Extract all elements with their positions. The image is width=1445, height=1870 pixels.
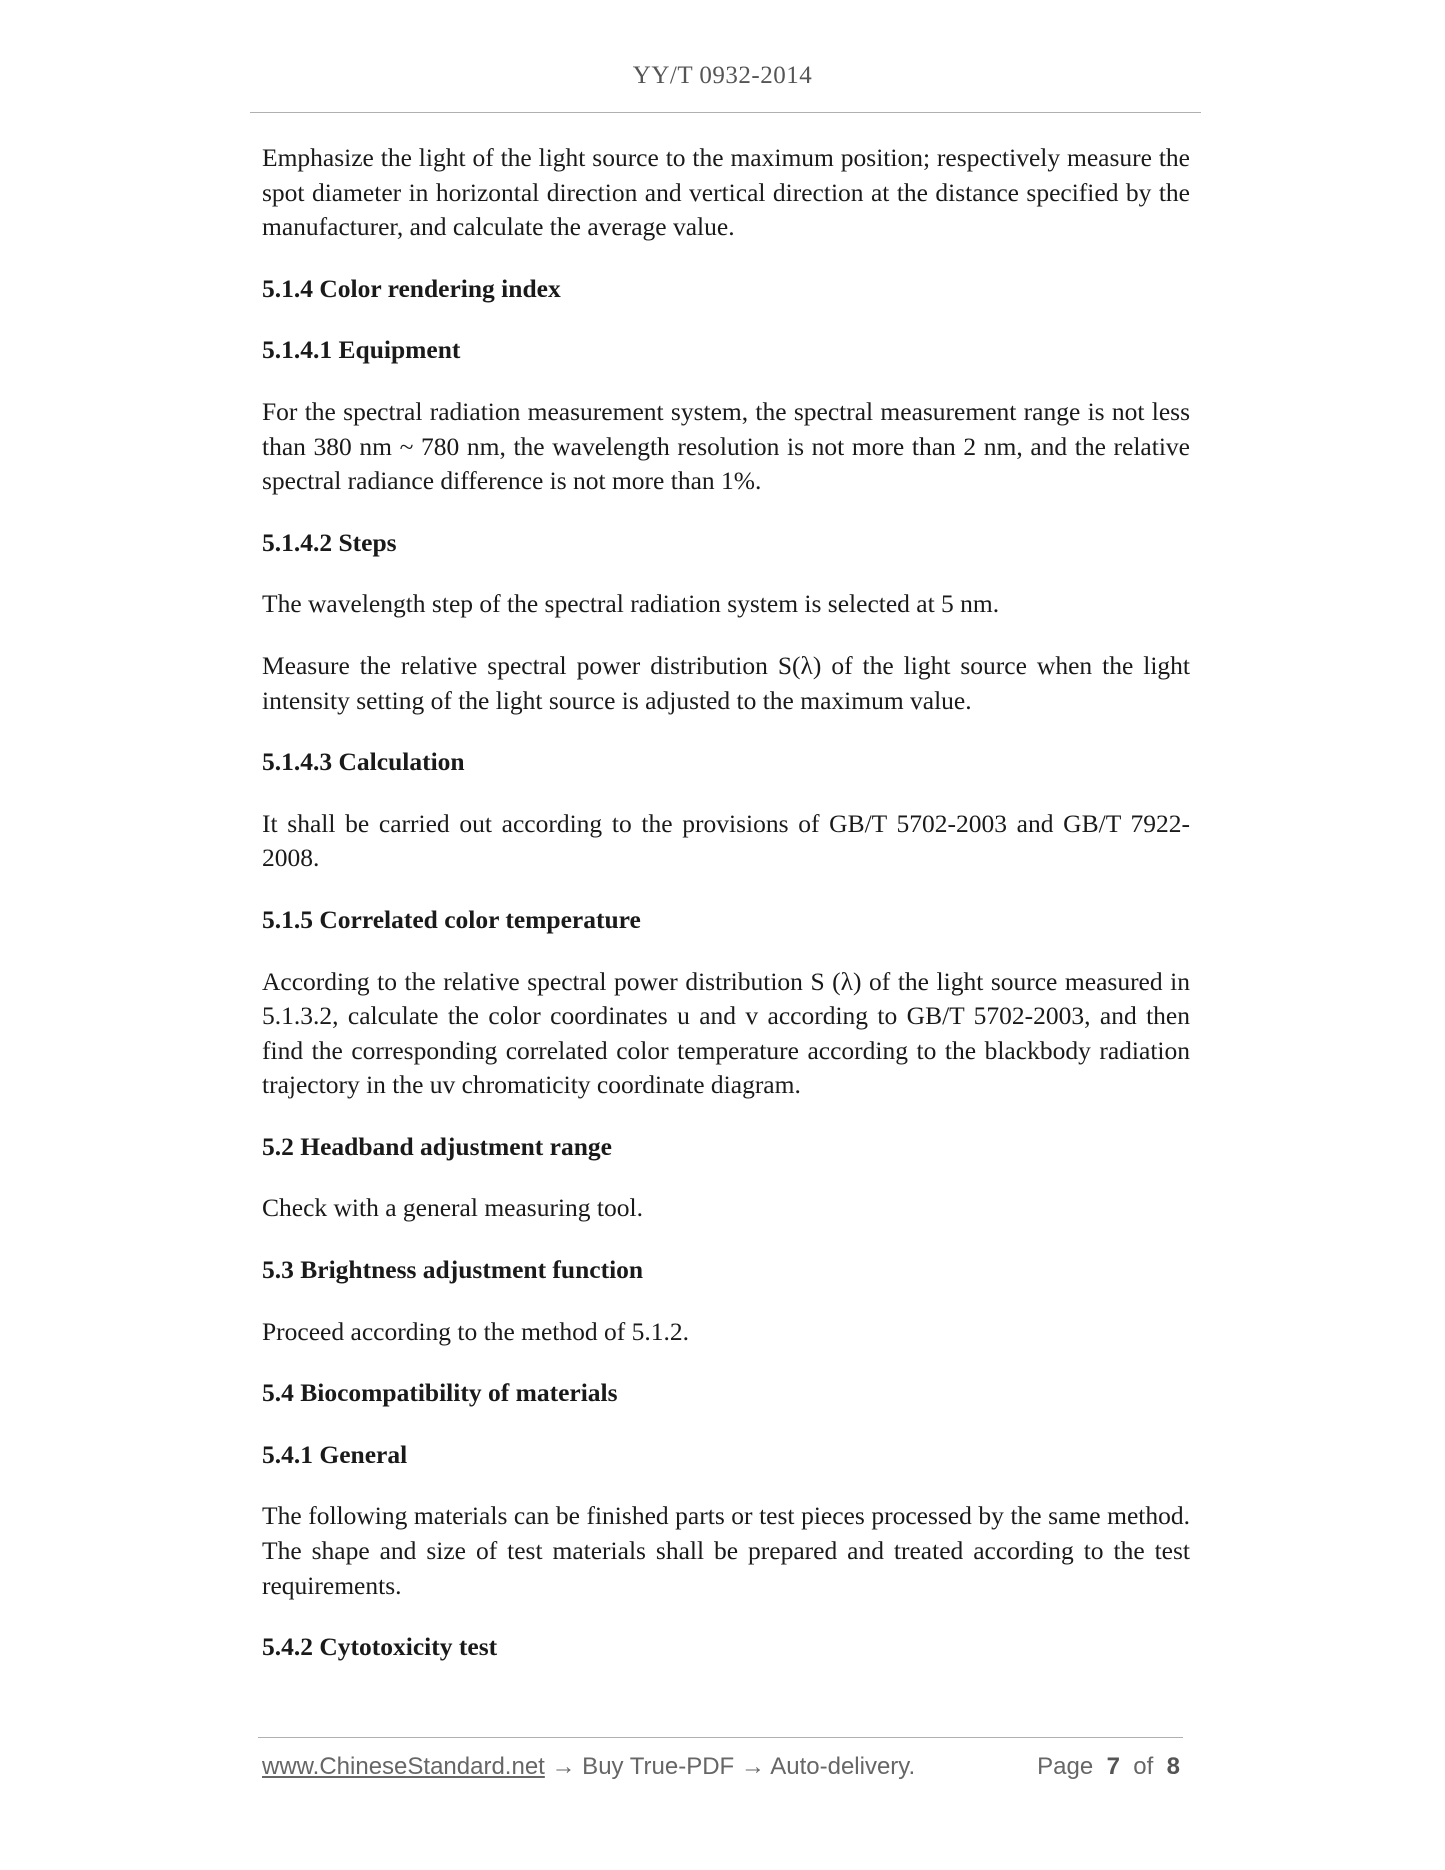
page-current: 7 [1106,1753,1120,1780]
paragraph-equipment: For the spectral radiation measurement system, the spectral measurement range is not less than 380 nm ~ 780 nm, the wavelength resolution is not more than 2 nm, and the relative spectral radiance difference is not more than 1%. [262,396,1190,496]
paragraph-materials: The following materials can be finished parts or test pieces processed by the same method. The shape and size of test materials shall be prepared and treated according to the test requirements. [262,1501,1190,1600]
paragraph-headband: Check with a general measuring tool. [262,1193,643,1223]
paragraph-color-temperature: According to the relative spectral power distribution S (λ) of the light source measured in 5.1.3.2, calculate the color coordinates u and v according to GB/T 5702-2003, and then find the corresponding correlated color temperature according to the blackbody radiation trajectory in the uv chromaticity coordinate diagram. [262,966,1190,1100]
heading-5-4-1: 5.4.1 General [262,1439,408,1469]
heading-5-1-4: 5.1.4 Color rendering index [262,273,561,303]
footer-divider [258,1737,1183,1738]
page-indicator [1037,1753,1180,1781]
page-word: Page [1037,1753,1094,1780]
paragraph-calculation: It shall be carried out according to the provisions of GB/T 5702-2003 and GB/T 7922-2008. [262,808,1190,873]
document-header-title: YY/T 0932-2014 [632,62,813,89]
document-body [262,141,1190,1692]
heading-5-1-4-1: 5.1.4.1 Equipment [262,335,461,365]
heading-5-1-4-3: 5.1.4.3 Calculation [262,747,465,777]
paragraph-spot-diameter: Emphasize the light of the light source to the maximum position; respectively measure the spot diameter in horizontal direction and vertical direction at the distance specified by the manufacturer, and calculate the average value. [262,143,1190,242]
paragraph-spectral-power: Measure the relative spectral power distribution S(λ) of the light source when the light intensity setting of the light source is adjusted to the maximum value. [262,650,1190,715]
header-divider [250,112,1201,113]
paragraph-wavelength-step: The wavelength step of the spectral radiation system is selected at 5 nm. [262,589,1000,619]
heading-5-4-2: 5.4.2 Cytotoxicity test [262,1632,498,1662]
paragraph-brightness: Proceed according to the method of 5.1.2. [262,1316,690,1346]
heading-5-1-5: 5.1.5 Correlated color temperature [262,904,641,934]
heading-5-3: 5.3 Brightness adjustment function [262,1255,644,1285]
page-footer [262,1753,1182,1789]
page-total: 8 [1166,1753,1180,1780]
footer-promo [262,1753,915,1781]
heading-5-1-4-2: 5.1.4.2 Steps [262,527,397,557]
footer-promo-text: → Buy True-PDF → Auto-delivery. [544,1753,916,1780]
of-word: of [1133,1753,1154,1780]
heading-5-2: 5.2 Headband adjustment range [262,1131,612,1161]
chinese-standard-link[interactable]: www.ChineseStandard.net [262,1753,545,1780]
heading-5-4: 5.4 Biocompatibility of materials [262,1378,618,1408]
